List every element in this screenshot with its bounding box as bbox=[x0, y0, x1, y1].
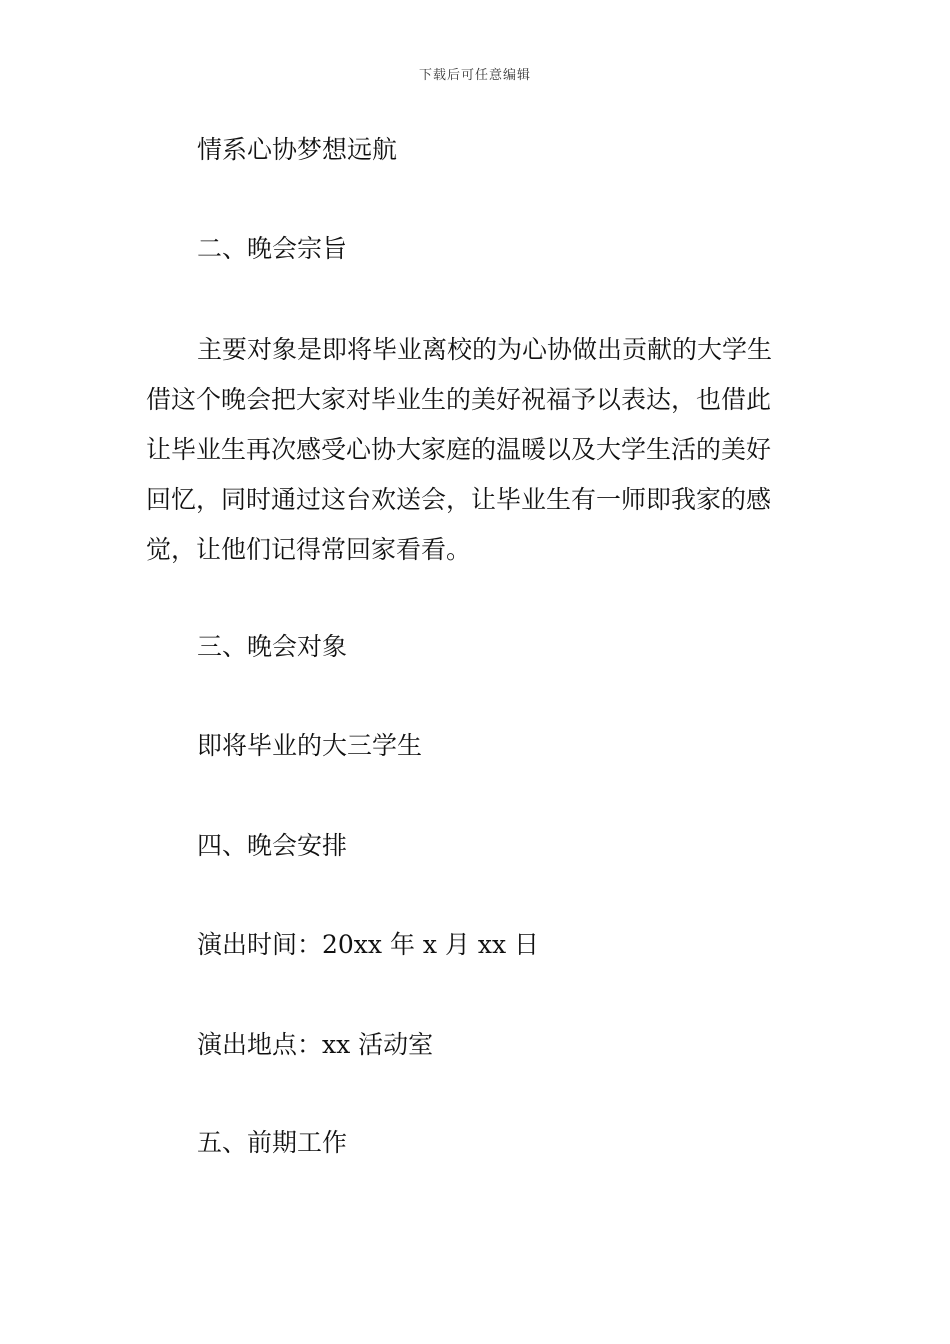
performance-location: 演出地点：xx 活动室 bbox=[197, 1030, 434, 1059]
section-heading-purpose: 二、晚会宗旨 bbox=[197, 234, 348, 263]
section-heading-arrangement: 四、晚会安排 bbox=[197, 831, 348, 860]
title-line: 情系心协梦想远航 bbox=[197, 135, 398, 164]
performance-time: 演出时间：20xx 年 x 月 xx 日 bbox=[197, 930, 540, 959]
paragraph-line: 借这个晚会把大家对毕业生的美好祝福予以表达，也借此 bbox=[146, 385, 772, 414]
section-heading-audience: 三、晚会对象 bbox=[197, 632, 348, 661]
paragraph-line: 觉，让他们记得常回家看看。 bbox=[146, 535, 472, 564]
audience-text: 即将毕业的大三学生 bbox=[197, 731, 423, 760]
section-heading-preparation: 五、前期工作 bbox=[197, 1128, 348, 1157]
page-header-note: 下载后可任意编辑 bbox=[418, 68, 531, 83]
paragraph-line: 让毕业生再次感受心协大家庭的温暖以及大学生活的美好 bbox=[146, 435, 772, 464]
purpose-paragraph bbox=[146, 325, 811, 575]
paragraph-line: 主要对象是即将毕业离校的为心协做出贡献的大学生 bbox=[197, 335, 773, 364]
paragraph-line: 回忆，同时通过这台欢送会，让毕业生有一师即我家的感 bbox=[146, 485, 772, 514]
